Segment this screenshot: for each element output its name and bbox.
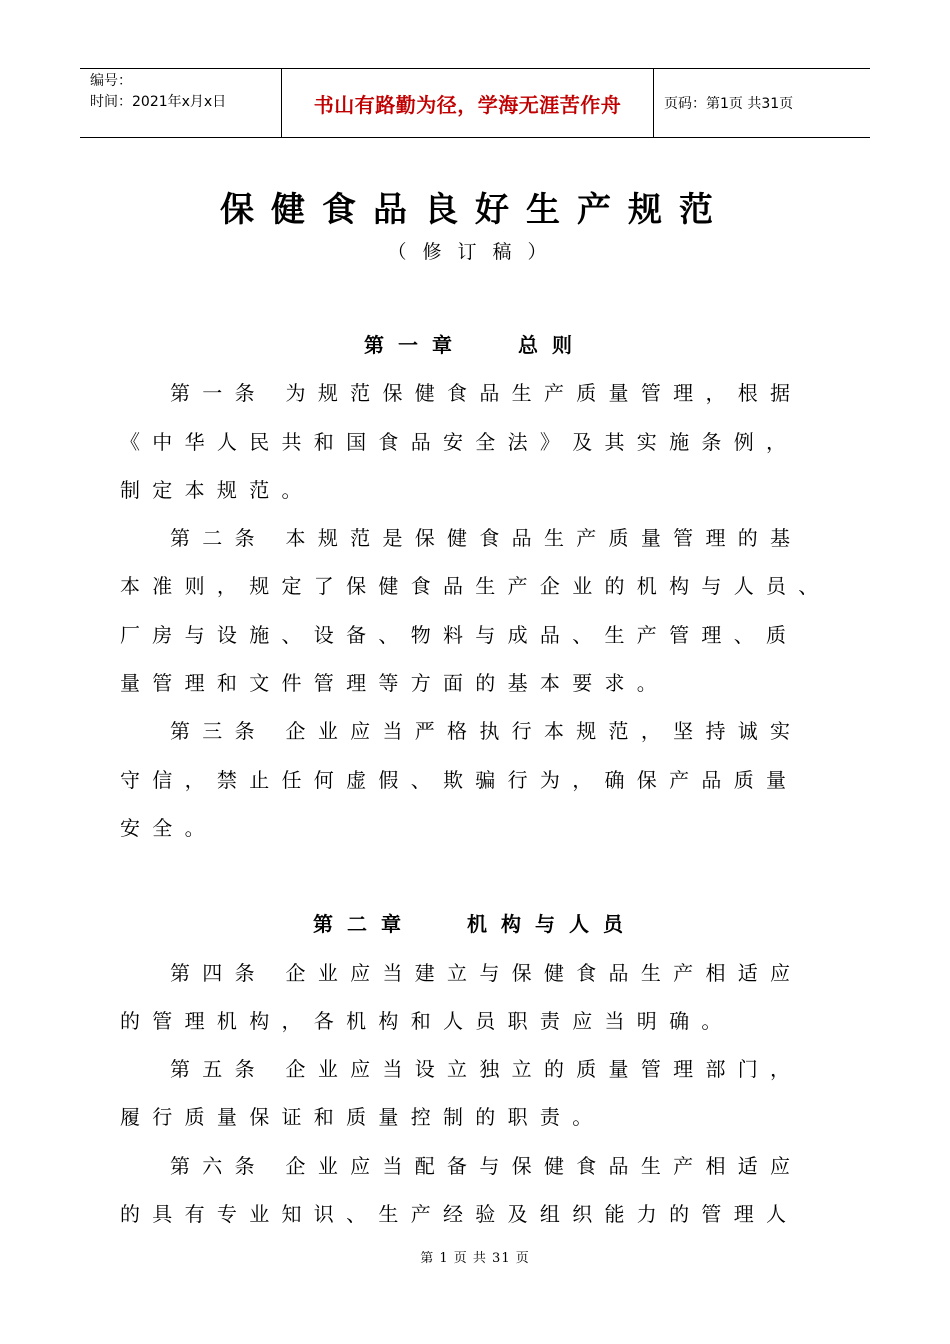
document-header bbox=[80, 68, 870, 138]
chapter-name: 机构与人员 bbox=[467, 912, 637, 937]
chapter-heading bbox=[120, 900, 830, 948]
text-line: 第四条 企业应当建立与保健食品生产相适应 bbox=[170, 960, 803, 985]
text-line: 第五条 企业应当设立独立的质量管理部门， bbox=[170, 1057, 803, 1082]
document-subtitle: （修订稿） bbox=[387, 241, 563, 263]
header-meta-cell bbox=[80, 69, 282, 137]
chapter-number: 第一章 bbox=[364, 333, 466, 357]
text-line: 第一条 为规范保健食品生产质量管理，根据 bbox=[170, 381, 803, 406]
time-label: 时间：2021年x月x日 bbox=[90, 94, 227, 110]
document-body bbox=[120, 321, 830, 1238]
chapter-heading bbox=[120, 321, 830, 369]
text-line: 本准则，规定了保健食品生产企业的机构与人员、 bbox=[120, 574, 831, 599]
text-line: 《中华人民共和国食品安全法》及其实施条例， bbox=[120, 429, 799, 454]
page-footer: 第 1 页 共 31 页 bbox=[420, 1251, 530, 1266]
text-line: 履行质量保证和质量控制的职责。 bbox=[120, 1105, 605, 1130]
text-line: 第二条 本规范是保健食品生产质量管理的基 bbox=[170, 526, 803, 551]
text-line: 的具有专业知识、生产经验及组织能力的管理人 bbox=[120, 1202, 799, 1227]
number-label: 编号： bbox=[90, 73, 132, 89]
slogan: 书山有路勤为径，学海无涯苦作舟 bbox=[313, 92, 622, 117]
text-line: 守信，禁止任何虚假、欺骗行为，确保产品质量 bbox=[120, 767, 799, 792]
text-line: 安全。 bbox=[120, 815, 217, 840]
page-info: 页码：第1页 共31页 bbox=[664, 96, 794, 112]
text-line: 第六条 企业应当配备与保健食品生产相适应 bbox=[170, 1153, 803, 1178]
text-line: 厂房与设施、设备、物料与成品、生产管理、质 bbox=[120, 622, 799, 647]
chapter-number: 第二章 bbox=[313, 912, 415, 937]
document-title: 保健食品良好生产规范 bbox=[220, 190, 730, 230]
text-line: 的管理机构，各机构和人员职责应当明确。 bbox=[120, 1008, 734, 1033]
text-line: 制定本规范。 bbox=[120, 477, 314, 502]
header-page-cell bbox=[654, 69, 870, 137]
header-slogan-cell bbox=[282, 69, 654, 137]
chapter-name: 总则 bbox=[518, 333, 586, 357]
text-line: 第三条 企业应当严格执行本规范，坚持诚实 bbox=[170, 719, 803, 744]
section-spacer bbox=[120, 852, 830, 900]
text-line: 量管理和文件管理等方面的基本要求。 bbox=[120, 671, 670, 696]
